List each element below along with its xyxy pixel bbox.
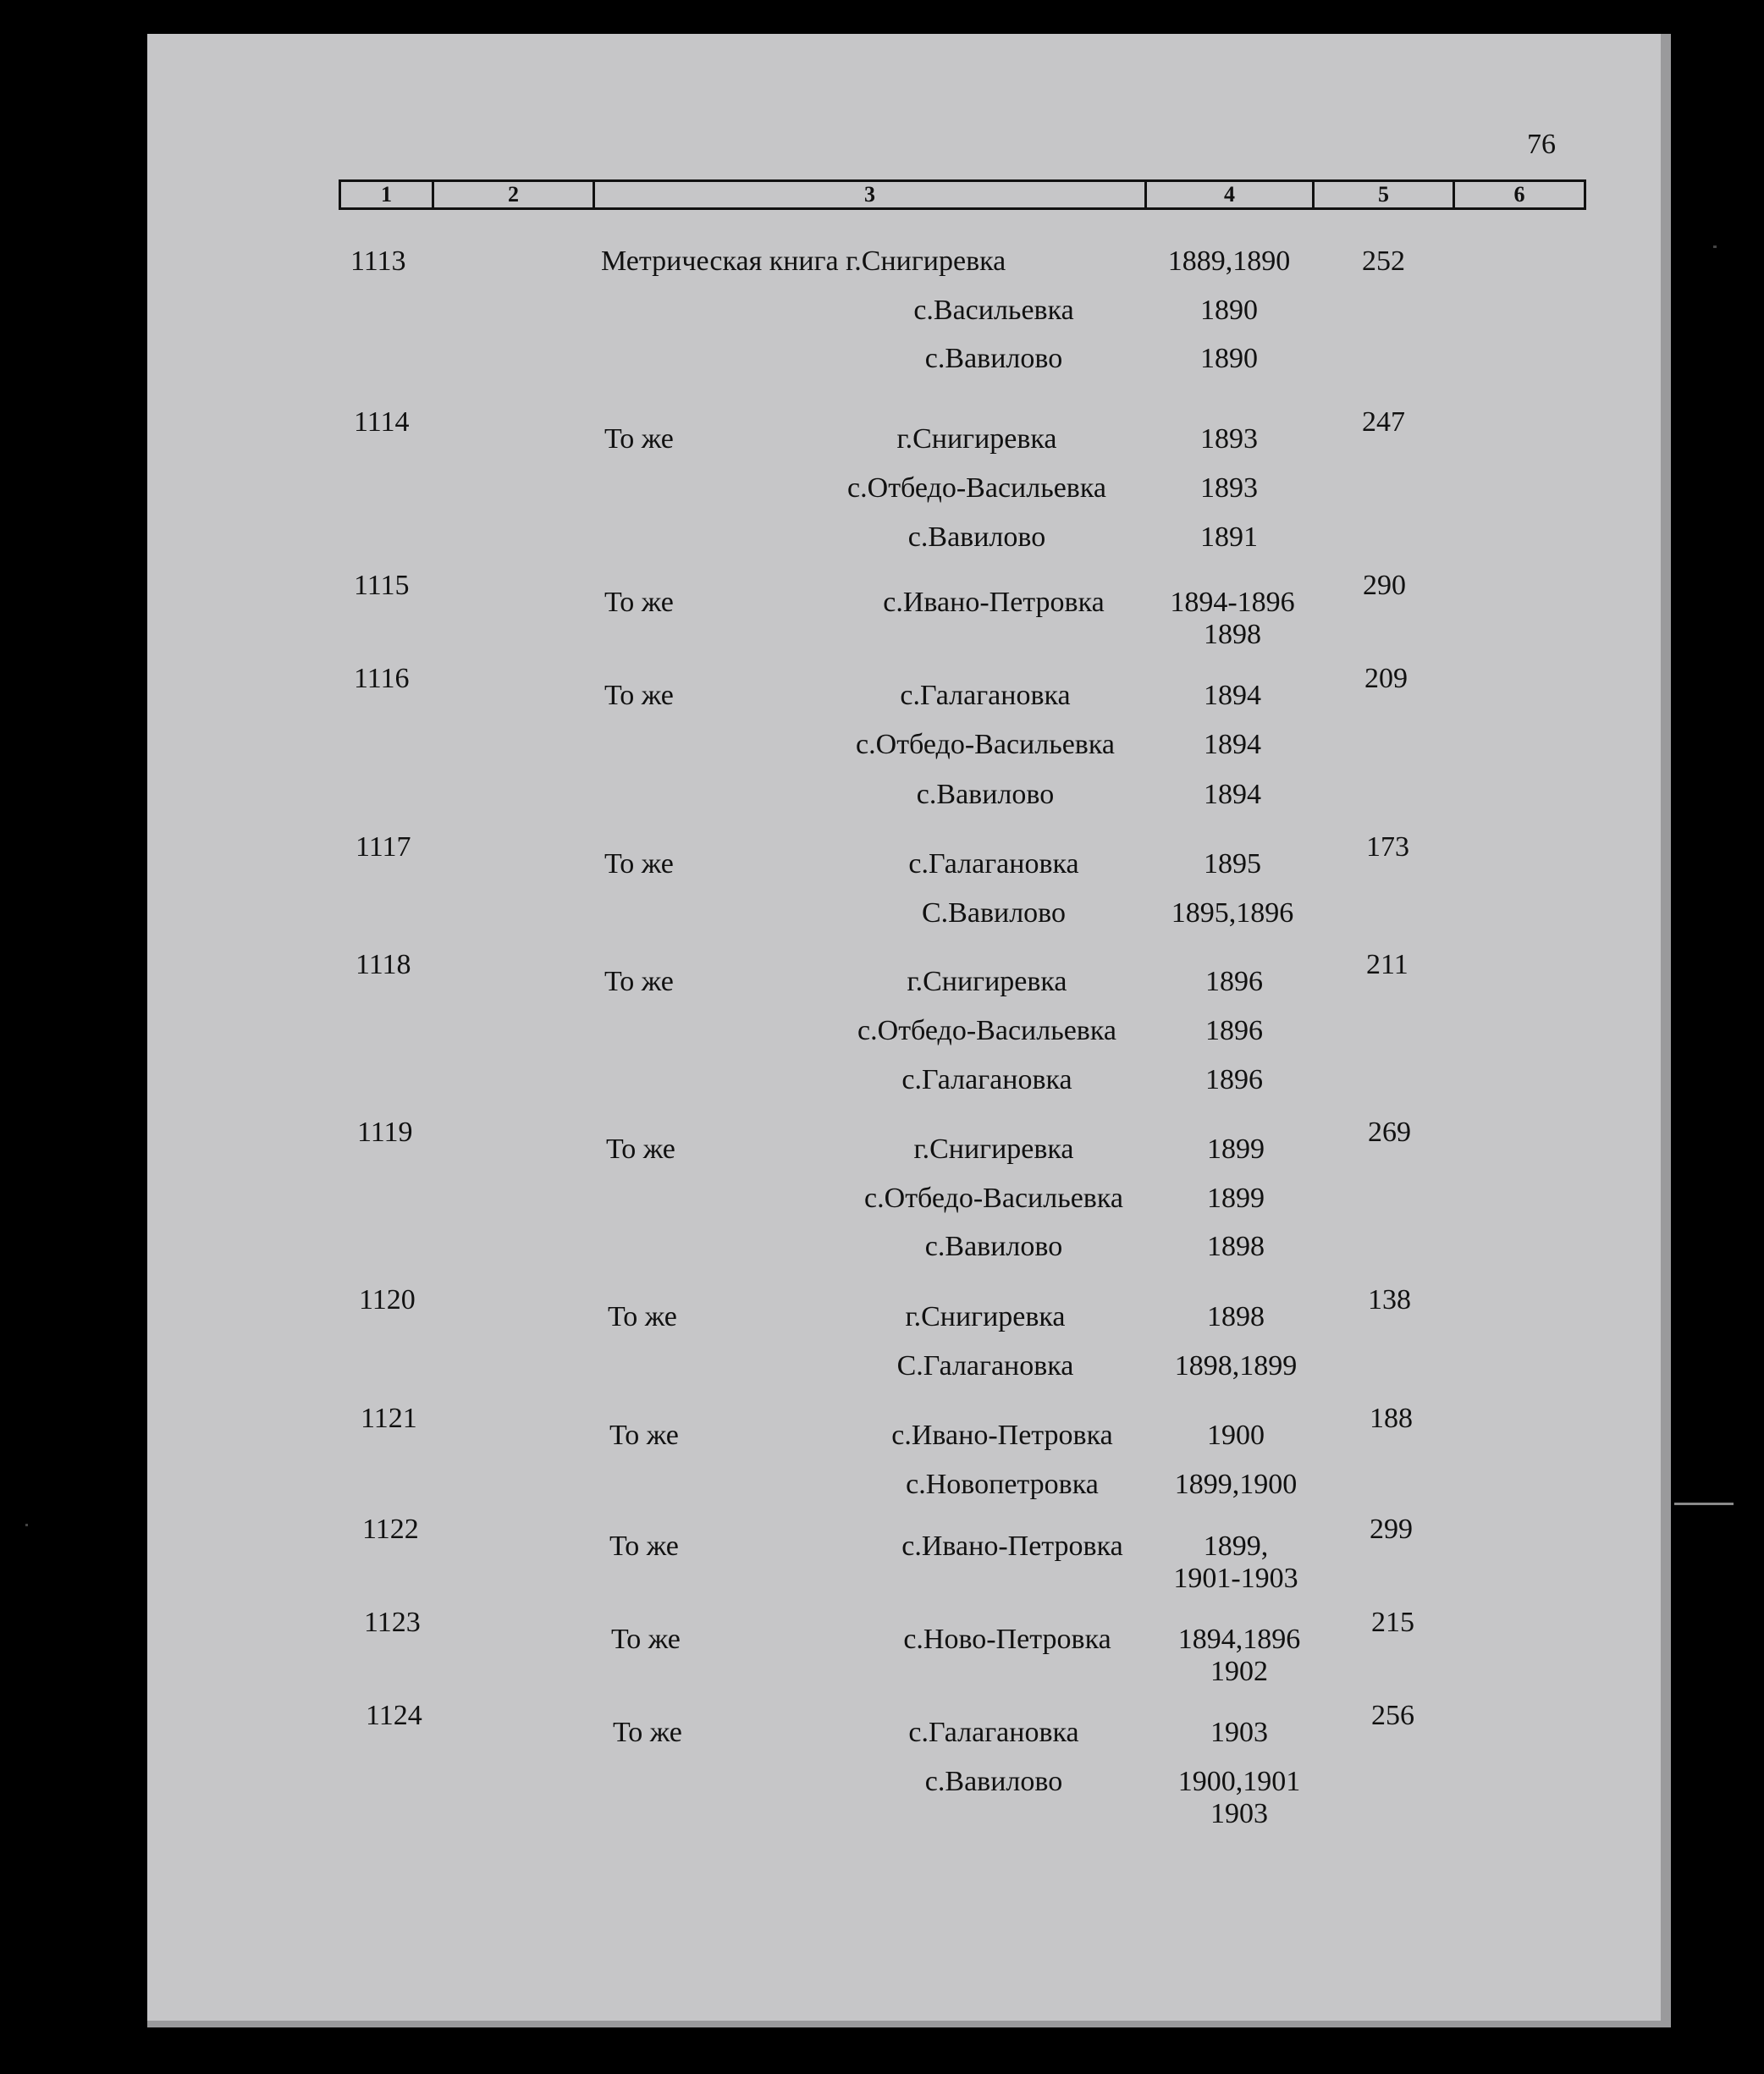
records-list [147, 34, 1671, 2027]
entry-description: То же [604, 680, 674, 711]
entry-place: С.Галагановка [896, 1350, 1074, 1382]
entry-years: 1896 [1205, 1064, 1263, 1095]
entry-place: г.Снигиревка [896, 423, 1057, 455]
entry-place: г.Снигиревка [846, 245, 1006, 277]
entry-leaves-count: 252 [1362, 245, 1405, 277]
entry-years: 1900,1901 1903 [1177, 1766, 1301, 1829]
entry-years: 1894-1896 1898 [1170, 587, 1295, 650]
entry-place: с.Вавилово [924, 343, 1063, 374]
entry-number: 1114 [354, 406, 410, 438]
column-header-6: 6 [1513, 182, 1525, 207]
entry-leaves-count: 211 [1366, 949, 1408, 980]
entry-number: 1122 [362, 1514, 419, 1545]
entry-years: 1894 [1204, 779, 1261, 810]
entry-description: То же [604, 966, 674, 997]
scan-speck [25, 1524, 28, 1526]
entry-number: 1124 [366, 1700, 422, 1731]
entry-place: с.Новопетровка [906, 1469, 1099, 1500]
entry-leaves-count: 138 [1368, 1284, 1411, 1316]
entry-number: 1116 [354, 663, 410, 694]
entry-place: с.Ивано-Петровка [883, 587, 1105, 618]
entry-years: 1896 [1205, 1015, 1263, 1046]
entry-place: с.Вавилово [907, 521, 1046, 553]
column-header-5: 5 [1315, 182, 1455, 207]
entry-description: То же [611, 1624, 681, 1655]
entry-years: 1899,1900 [1174, 1469, 1298, 1500]
entry-years: 1889,1890 [1167, 245, 1291, 277]
entry-years: 1896 [1205, 966, 1263, 997]
entry-years: 1895 [1204, 848, 1261, 880]
entry-number: 1118 [356, 949, 411, 980]
entry-description: То же [608, 1301, 677, 1332]
document-page [147, 34, 1671, 2027]
entry-place: г.Снигиревка [907, 966, 1067, 997]
entry-place: с.Вавилово [924, 1766, 1063, 1797]
entry-place: с.Галагановка [908, 848, 1079, 880]
entry-place: г.Снигиревка [913, 1134, 1074, 1165]
entry-years: 1899, 1901-1903 [1173, 1531, 1298, 1594]
entry-place: с.Ново-Петровка [903, 1624, 1111, 1655]
entry-years: 1899 [1207, 1134, 1265, 1165]
column-header-1: 1 [341, 182, 434, 207]
entry-leaves-count: 209 [1364, 663, 1408, 694]
entry-leaves-count: 215 [1371, 1607, 1414, 1638]
entry-description: То же [613, 1717, 682, 1748]
entry-place: с.Галагановка [908, 1717, 1079, 1748]
scan-speck [1713, 245, 1717, 248]
entry-leaves-count: 256 [1371, 1700, 1414, 1731]
entry-years: 1890 [1200, 343, 1258, 374]
entry-description: То же [609, 1420, 679, 1451]
entry-description: То же [604, 423, 674, 455]
entry-leaves-count: 299 [1370, 1514, 1413, 1545]
entry-years: 1891 [1200, 521, 1258, 553]
entry-place: С.Вавилово [922, 897, 1066, 929]
entry-number: 1113 [350, 245, 406, 277]
entry-years: 1898,1899 [1174, 1350, 1298, 1382]
entry-place: с.Отбедо-Васильевка [864, 1183, 1123, 1214]
entry-leaves-count: 269 [1368, 1117, 1411, 1148]
entry-years: 1893 [1200, 472, 1258, 504]
entry-place: с.Вавилово [916, 779, 1055, 810]
entry-place: с.Галагановка [901, 1064, 1072, 1095]
entry-description: То же [609, 1531, 679, 1562]
entry-years: 1890 [1200, 295, 1258, 326]
entry-leaves-count: 173 [1366, 831, 1409, 863]
entry-description: То же [606, 1134, 675, 1165]
entry-leaves-count: 247 [1362, 406, 1405, 438]
entry-place: с.Отбедо-Васильевка [847, 472, 1106, 504]
scan-scratch [1674, 1503, 1734, 1505]
entry-number: 1120 [359, 1284, 416, 1316]
entry-number: 1123 [364, 1607, 421, 1638]
page-number: 76 [1527, 129, 1556, 160]
entry-description-text: Метрическая книга [601, 245, 839, 277]
entry-place: с.Ивано-Петровка [901, 1531, 1123, 1562]
entry-years: 1900 [1207, 1420, 1265, 1451]
entry-leaves-count: 290 [1363, 570, 1406, 601]
entry-years: 1899 [1207, 1183, 1265, 1214]
column-header-2: 2 [434, 182, 595, 207]
entry-place: с.Вавилово [924, 1231, 1063, 1262]
entry-number: 1115 [354, 570, 410, 601]
entry-years: 1895,1896 [1171, 897, 1294, 929]
entry-years: 1894 [1204, 680, 1261, 711]
entry-years: 1898 [1207, 1231, 1265, 1262]
entry-place: с.Галагановка [900, 680, 1071, 711]
entry-place: г.Снигиревка [905, 1301, 1066, 1332]
entry-description: То же [604, 848, 674, 880]
entry-number: 1121 [361, 1403, 417, 1434]
entry-leaves-count: 188 [1370, 1403, 1413, 1434]
entry-place: с.Ивано-Петровка [891, 1420, 1113, 1451]
entry-years: 1893 [1200, 423, 1258, 455]
entry-description [601, 245, 1006, 278]
entry-number: 1119 [357, 1117, 413, 1148]
entry-place: с.Отбедо-Васильевка [857, 1015, 1116, 1046]
entry-number: 1117 [356, 831, 411, 863]
entry-description: То же [604, 587, 674, 618]
entry-years: 1903 [1210, 1717, 1268, 1748]
entry-years: 1894,1896 1902 [1177, 1624, 1301, 1687]
entry-years: 1898 [1207, 1301, 1265, 1332]
entry-place: с.Отбедо-Васильевка [856, 729, 1115, 760]
entry-years: 1894 [1204, 729, 1261, 760]
column-header-3: 3 [595, 182, 1147, 207]
entry-place: с.Васильевка [913, 295, 1074, 326]
column-header-4: 4 [1147, 182, 1315, 207]
